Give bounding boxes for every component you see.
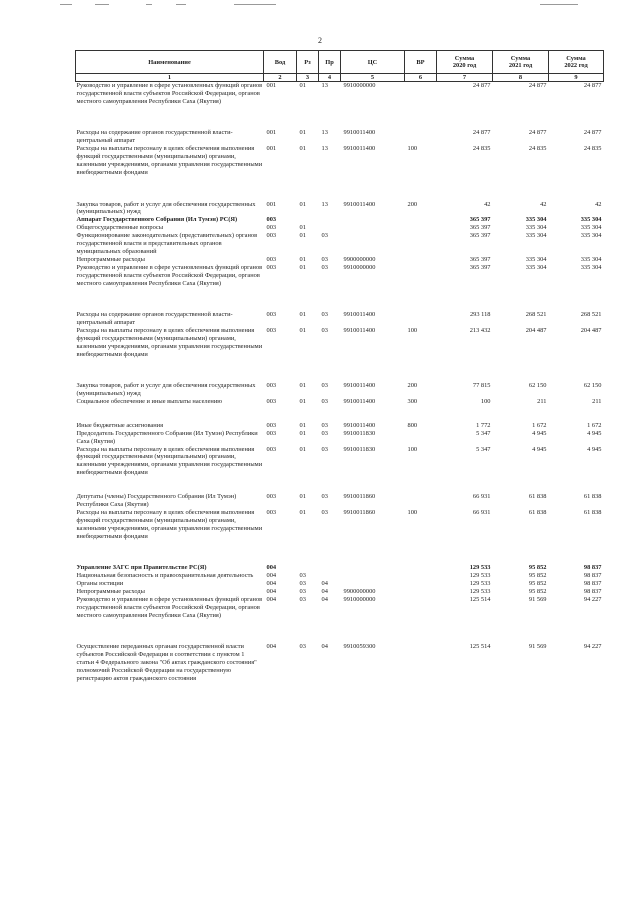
- cell-vod: 003: [266, 224, 277, 232]
- cell-vr: [405, 224, 437, 232]
- cell-vod: 004: [266, 643, 277, 651]
- cell-rz: 01: [299, 311, 306, 319]
- cell-sum-2021: 61 838: [528, 508, 547, 516]
- cell-pr: 03: [321, 327, 328, 334]
- cell-vr: [405, 588, 437, 596]
- table-row: [76, 493, 604, 509]
- cell-rz: 01: [299, 382, 306, 390]
- cell-name: Закупка товаров, работ и услуг для обеспечения государственных (муниципальных) нужд: [76, 200, 256, 216]
- row-spacer: [76, 288, 604, 312]
- cell-sum-2022: 61 838: [583, 492, 602, 500]
- cell-pr: 03: [321, 311, 328, 319]
- cell-sum-2020: 125 514: [469, 595, 491, 603]
- cell-rz: 01: [299, 429, 306, 437]
- table-body: [76, 82, 604, 683]
- cell-sum-2020: 100: [480, 398, 491, 406]
- header-vr: ВР: [405, 51, 437, 74]
- cell-vod: 004: [266, 595, 277, 603]
- cell-vr: 100: [407, 445, 418, 453]
- cell-cs: [341, 224, 405, 232]
- cell-sum-2022: 4 945: [587, 445, 602, 453]
- cell-sum-2022: 335 304: [580, 232, 602, 240]
- cell-cs: 9910059300: [343, 643, 376, 651]
- cell-rz: 03: [299, 587, 306, 595]
- cell-rz: 01: [299, 508, 306, 516]
- cell-sum-2022: 4 945: [587, 429, 602, 437]
- cell-sum-2022: 98 837: [583, 579, 602, 587]
- table-row: [76, 327, 604, 359]
- cell-rz: 03: [299, 643, 306, 651]
- cell-cs: 9910011400: [343, 382, 376, 390]
- cell-cs: [341, 572, 405, 580]
- cell-sum-2020: 24 877: [472, 129, 491, 137]
- header-vod: Вод: [264, 51, 297, 74]
- cell-vr: [405, 572, 437, 580]
- table-row: [76, 129, 604, 145]
- scan-top-marks: [0, 4, 640, 10]
- cell-rz: [297, 216, 319, 224]
- cell-vr: [405, 82, 437, 106]
- cell-sum-2021: 335 304: [525, 255, 547, 263]
- cell-sum-2021: 24 835: [528, 145, 547, 153]
- cell-name: Функционирование законодательных (представительных) органов государственной власти и представительных органов муниципальных образований: [76, 232, 258, 255]
- column-number: 8: [493, 74, 549, 82]
- cell-sum-2021: 335 304: [525, 263, 547, 271]
- table-row: [76, 224, 604, 232]
- column-number: 6: [405, 74, 437, 82]
- table-row: [76, 643, 604, 683]
- cell-name: Расходы на выплаты персоналу в целях обеспечения выполнения функций государственными (муниципальными) органами, казенными учреждениями, органами управления государственными внебюджетными фондами: [76, 145, 263, 176]
- cell-pr: [319, 572, 341, 580]
- cell-rz: [297, 564, 319, 572]
- cell-sum-2020: 365 397: [469, 224, 491, 232]
- cell-pr: 03: [321, 232, 328, 240]
- table-row: [76, 256, 604, 264]
- cell-vod: 001: [266, 129, 277, 137]
- cell-rz: 01: [299, 82, 306, 89]
- cell-sum-2022: 335 304: [580, 263, 602, 271]
- cell-sum-2021: 95 852: [528, 564, 547, 572]
- cell-sum-2021: 95 852: [528, 587, 547, 595]
- cell-cs: 9900000000: [343, 255, 376, 263]
- header-rz: Рз: [297, 51, 319, 74]
- cell-name: Управление ЗАГС при Правительстве РС(Я): [76, 564, 207, 572]
- cell-vr: 100: [407, 508, 418, 516]
- cell-name: Закупка товаров, работ и услуг для обеспечения государственных (муниципальных) нужд: [76, 382, 256, 398]
- header-sum-2021: Сумма 2021 год: [493, 51, 549, 74]
- row-spacer: [76, 359, 604, 383]
- cell-name: Национальная безопасность и правоохранительная деятельность: [76, 572, 254, 579]
- cell-name: Расходы на выплаты персоналу в целях обеспечения выполнения функций государственными (муниципальными) органами, казенными учреждениями, органами управления государственными внебюджетными фондами: [76, 445, 263, 477]
- cell-sum-2022: 94 227: [583, 595, 602, 603]
- cell-sum-2022: 268 521: [580, 311, 602, 319]
- cell-vr: 100: [407, 145, 418, 153]
- cell-vod: 001: [266, 145, 277, 153]
- header-pr: Пр: [319, 51, 341, 74]
- cell-sum-2022: 204 487: [580, 327, 602, 334]
- cell-cs: 9910011400: [343, 311, 376, 319]
- cell-pr: 03: [321, 421, 328, 429]
- cell-vr: [405, 264, 437, 288]
- cell-cs: 9900000000: [343, 587, 376, 595]
- row-spacer: [76, 177, 604, 201]
- row-spacer: [76, 406, 604, 422]
- cell-name: Общегосударственные вопросы: [76, 224, 164, 232]
- cell-rz: 03: [299, 572, 306, 579]
- table-row: [76, 596, 604, 620]
- cell-name: Осуществление переданных органам государственной власти субъектов Российской Федерации в соответствии с пунктом 1 статьи 4 Федерального закона "Об актах гражданского состояния" полномочий Российской Федерации на государственную регистрацию актов гражданского состояния: [76, 643, 257, 682]
- cell-name: Непрограммные расходы: [76, 587, 145, 595]
- table-row: [76, 382, 604, 398]
- cell-sum-2020: 129 533: [469, 579, 491, 587]
- header-cs: ЦС: [341, 51, 405, 74]
- cell-sum-2020: 365 397: [469, 232, 491, 240]
- cell-sum-2020: 365 397: [469, 216, 491, 224]
- cell-sum-2020: 66 931: [472, 508, 491, 516]
- cell-name: Депутаты (члены) Государственного Собрания (Ил Тумэн) Республики Саха (Якутия): [76, 492, 237, 508]
- cell-pr: 03: [321, 445, 328, 453]
- table-row: [76, 264, 604, 288]
- cell-rz: 01: [299, 263, 306, 271]
- cell-vod: 003: [266, 398, 277, 406]
- cell-sum-2021: 4 945: [532, 445, 547, 453]
- cell-vr: [405, 493, 437, 509]
- cell-sum-2021: 335 304: [525, 224, 547, 232]
- cell-rz: 01: [299, 398, 306, 406]
- cell-sum-2022: 24 835: [583, 145, 602, 153]
- cell-sum-2021: 1 672: [532, 421, 547, 429]
- cell-sum-2021: 211: [537, 398, 547, 406]
- cell-vr: 800: [407, 421, 418, 429]
- cell-cs: 9910011830: [343, 445, 376, 453]
- cell-sum-2020: 129 533: [469, 587, 491, 595]
- cell-sum-2022: 24 877: [583, 129, 602, 137]
- cell-sum-2020: 365 397: [469, 263, 491, 271]
- cell-sum-2021: 42: [540, 200, 547, 208]
- table-row: [76, 422, 604, 430]
- cell-vod: 003: [266, 492, 277, 500]
- table-row: [76, 216, 604, 224]
- cell-vod: 004: [266, 579, 277, 587]
- cell-pr: 03: [321, 255, 328, 263]
- cell-sum-2022: 98 837: [583, 587, 602, 595]
- cell-sum-2021: 95 852: [528, 579, 547, 587]
- cell-pr: [319, 564, 341, 572]
- row-spacer: [76, 477, 604, 493]
- cell-vr: [405, 596, 437, 620]
- cell-vod: 004: [266, 587, 277, 595]
- header-sum-2022: Сумма 2022 год: [549, 51, 604, 74]
- cell-sum-2020: 365 397: [469, 255, 491, 263]
- cell-vr: [405, 580, 437, 588]
- cell-rz: 01: [299, 255, 306, 263]
- cell-name: Иные бюджетные ассигнования: [76, 421, 164, 429]
- cell-cs: [341, 216, 405, 224]
- cell-vr: [405, 232, 437, 256]
- cell-sum-2022: 61 838: [583, 508, 602, 516]
- table-row: [76, 201, 604, 217]
- table-row: [76, 509, 604, 541]
- cell-vod: 003: [266, 311, 277, 319]
- cell-vr: [405, 256, 437, 264]
- cell-rz: 01: [299, 492, 306, 500]
- row-spacer: [76, 106, 604, 130]
- cell-cs: 9910011400: [343, 129, 376, 137]
- table-row: [76, 311, 604, 327]
- row-spacer: [76, 540, 604, 564]
- cell-cs: 9910011400: [343, 327, 376, 334]
- cell-sum-2022: 98 837: [583, 564, 602, 572]
- cell-cs: 9910011860: [343, 508, 376, 516]
- cell-pr: 03: [321, 508, 328, 516]
- header-name: Наименование: [76, 51, 264, 74]
- cell-sum-2022: 42: [595, 200, 602, 208]
- cell-rz: 01: [299, 145, 306, 153]
- header-sum-2020: Сумма 2020 год: [437, 51, 493, 74]
- cell-sum-2021: 4 945: [532, 429, 547, 437]
- cell-vod: 003: [266, 232, 277, 240]
- cell-name: Социальное обеспечение и иные выплаты населению: [76, 398, 223, 406]
- cell-sum-2021: 335 304: [525, 216, 547, 224]
- cell-pr: 13: [321, 82, 328, 89]
- cell-sum-2020: 24 877: [472, 82, 491, 89]
- cell-vod: 003: [266, 382, 277, 390]
- cell-cs: 9910011400: [343, 398, 376, 406]
- cell-vod: 003: [266, 508, 277, 516]
- cell-cs: [341, 564, 405, 572]
- cell-pr: 13: [321, 145, 328, 153]
- cell-vr: [405, 216, 437, 224]
- cell-name: Расходы на содержание органов государственной власти- центральный аппарат: [76, 311, 233, 327]
- cell-rz: 01: [299, 445, 306, 453]
- cell-sum-2021: 62 150: [528, 382, 547, 390]
- cell-sum-2020: 42: [484, 200, 491, 208]
- cell-vod: 003: [266, 327, 277, 334]
- cell-name: Председатель Государственного Собрания (Ил Тумэн) Республики Саха (Якутия): [76, 429, 258, 445]
- cell-sum-2021: 204 487: [525, 327, 547, 334]
- cell-pr: 04: [321, 595, 328, 603]
- cell-cs: 9910000000: [343, 82, 376, 89]
- cell-name: Руководство и управление в сфере установленных функций органов государственной власти субъектов Российской Федерации, органов местного самоуправления Республики Саха (Якутия): [76, 82, 263, 105]
- cell-sum-2021: 24 877: [528, 82, 547, 89]
- table-row: [76, 145, 604, 177]
- cell-pr: 03: [321, 382, 328, 390]
- cell-sum-2020: 125 514: [469, 643, 491, 651]
- cell-name: Непрограммные расходы: [76, 255, 145, 263]
- table-row: [76, 232, 604, 256]
- cell-name: Расходы на содержание органов государственной власти- центральный аппарат: [76, 129, 233, 145]
- cell-sum-2022: 1 672: [587, 421, 602, 429]
- table-row: [76, 580, 604, 588]
- cell-sum-2022: 335 304: [580, 216, 602, 224]
- cell-pr: 04: [321, 579, 328, 587]
- cell-pr: [319, 224, 341, 232]
- cell-rz: 01: [299, 129, 306, 137]
- cell-sum-2022: 62 150: [583, 382, 602, 390]
- cell-vr: 200: [407, 382, 418, 390]
- cell-pr: 04: [321, 587, 328, 595]
- cell-pr: 13: [321, 200, 328, 208]
- cell-rz: 01: [299, 421, 306, 429]
- table-row: [76, 588, 604, 596]
- cell-sum-2021: 268 521: [525, 311, 547, 319]
- cell-vod: 003: [266, 216, 277, 224]
- cell-vod: 004: [266, 564, 277, 572]
- cell-vr: [405, 643, 437, 683]
- cell-cs: 9910000000: [343, 263, 376, 271]
- cell-cs: [341, 232, 405, 256]
- column-number: 4: [319, 74, 341, 82]
- cell-pr: 03: [321, 492, 328, 500]
- table-header-row: [76, 51, 604, 74]
- table-row: [76, 82, 604, 106]
- cell-sum-2022: 94 227: [583, 643, 602, 651]
- cell-pr: [319, 216, 341, 224]
- table-row: [76, 430, 604, 446]
- cell-name: Органы юстиции: [76, 579, 124, 587]
- cell-sum-2020: 66 931: [472, 492, 491, 500]
- cell-name: Расходы на выплаты персоналу в целях обеспечения выполнения функций государственными (муниципальными) органами, казенными учреждениями, органами управления государственными внебюджетными фондами: [76, 508, 263, 540]
- cell-vod: 003: [266, 445, 277, 453]
- cell-cs: 9910011400: [343, 421, 376, 429]
- cell-vod: 003: [266, 263, 277, 271]
- column-number-row: [76, 74, 604, 82]
- page-number: 2: [318, 36, 322, 45]
- cell-vod: 003: [266, 255, 277, 263]
- cell-sum-2022: 335 304: [580, 224, 602, 232]
- cell-vod: 001: [266, 200, 277, 208]
- table-row: [76, 446, 604, 478]
- cell-pr: 03: [321, 429, 328, 437]
- cell-sum-2020: 293 118: [469, 311, 491, 319]
- cell-rz: 03: [299, 595, 306, 603]
- cell-sum-2022: 24 877: [583, 82, 602, 89]
- cell-rz: 01: [299, 224, 306, 232]
- cell-sum-2020: 5 347: [476, 429, 491, 437]
- cell-pr: 13: [321, 129, 328, 137]
- column-number: 3: [297, 74, 319, 82]
- cell-sum-2020: 1 772: [476, 421, 491, 429]
- column-number: 9: [549, 74, 604, 82]
- cell-vod: 004: [266, 572, 277, 579]
- cell-vr: [405, 564, 437, 572]
- cell-name: Руководство и управление в сфере установленных функций органов государственной власти субъектов Российской Федерации, органов местного самоуправления Республики Саха (Якутия): [76, 263, 263, 287]
- cell-vr: [405, 311, 437, 327]
- cell-sum-2022: 211: [592, 398, 602, 406]
- cell-sum-2021: 91 569: [528, 595, 547, 603]
- column-number: 1: [76, 74, 264, 82]
- cell-sum-2020: 129 533: [469, 564, 491, 572]
- cell-cs: 9910011860: [343, 492, 376, 500]
- cell-vr: 300: [407, 398, 418, 406]
- cell-name: Расходы на выплаты персоналу в целях обеспечения выполнения функций государственными (муниципальными) органами, казенными учреждениями, органами управления государственными внебюджетными фондами: [76, 327, 263, 358]
- cell-rz: 01: [299, 327, 306, 334]
- cell-vod: 003: [266, 429, 277, 437]
- cell-sum-2021: 335 304: [525, 232, 547, 240]
- cell-pr: 03: [321, 263, 328, 271]
- cell-rz: 03: [299, 579, 306, 587]
- cell-sum-2022: 98 837: [583, 572, 602, 579]
- cell-vr: [405, 430, 437, 446]
- table-row: [76, 398, 604, 406]
- cell-sum-2021: 95 852: [528, 572, 547, 579]
- row-spacer: [76, 619, 604, 643]
- cell-pr: 04: [321, 643, 328, 651]
- cell-sum-2020: 77 815: [472, 382, 491, 390]
- cell-vr: 200: [407, 200, 418, 208]
- cell-cs: 9910011400: [343, 145, 376, 153]
- cell-name: Руководство и управление в сфере установленных функций органов государственной власти субъектов Российской Федерации, органов местного самоуправления Республики Саха (Якутия): [76, 595, 263, 619]
- cell-name: Аппарат Государственного Собрания (Ил Тумэн) РС(Я): [76, 216, 238, 224]
- cell-sum-2020: 129 533: [469, 572, 491, 579]
- cell-rz: 01: [299, 200, 306, 208]
- table-row: [76, 564, 604, 572]
- cell-cs: 9910011830: [343, 429, 376, 437]
- cell-sum-2020: 24 835: [472, 145, 491, 153]
- cell-cs: 9910000000: [343, 595, 376, 603]
- budget-table: [75, 50, 604, 683]
- cell-sum-2021: 91 569: [528, 643, 547, 651]
- cell-sum-2022: 335 304: [580, 255, 602, 263]
- cell-vod: 003: [266, 421, 277, 429]
- column-number: 7: [437, 74, 493, 82]
- cell-pr: 03: [321, 398, 328, 406]
- cell-sum-2021: 24 877: [528, 129, 547, 137]
- cell-rz: 01: [299, 232, 306, 240]
- table-row: [76, 572, 604, 580]
- cell-cs: 9910011400: [343, 200, 376, 208]
- cell-sum-2021: 61 838: [528, 492, 547, 500]
- cell-vod: 001: [266, 82, 277, 89]
- cell-cs: [341, 580, 405, 588]
- cell-sum-2020: 213 432: [469, 327, 491, 334]
- cell-vr: [405, 129, 437, 145]
- cell-vr: 100: [407, 327, 418, 334]
- cell-sum-2020: 5 347: [476, 445, 491, 453]
- column-number: 2: [264, 74, 297, 82]
- column-number: 5: [341, 74, 405, 82]
